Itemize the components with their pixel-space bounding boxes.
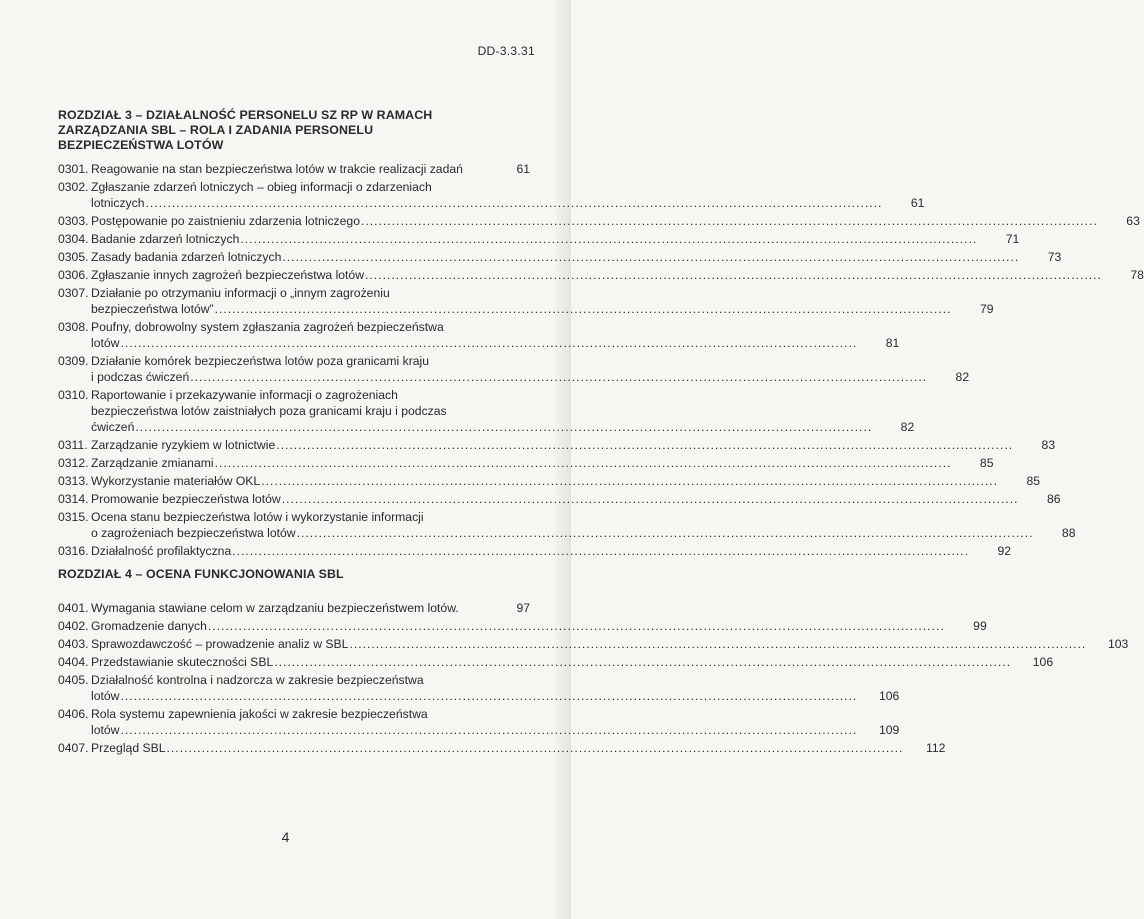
toc-entry-page: 78: [1130, 268, 1144, 282]
toc-entry-last-line: [91, 369, 927, 385]
toc-entry-body: [91, 179, 924, 211]
toc-entry-body: [91, 618, 987, 634]
toc-dot-leader: [120, 335, 857, 351]
toc-entry[interactable]: [58, 509, 1076, 541]
toc-entry[interactable]: [58, 706, 900, 738]
toc-entry-body: [91, 319, 899, 351]
toc-entry-last-line: [91, 654, 1011, 670]
table-of-contents: [58, 108, 1144, 758]
toc-entry-number: 0302.: [58, 180, 89, 194]
toc-entry[interactable]: [58, 618, 987, 634]
toc-entry-body: [91, 353, 969, 385]
toc-entry[interactable]: [58, 491, 1061, 507]
toc-entry-title: lotów: [91, 689, 120, 703]
toc-entry-last-line: [91, 267, 1102, 283]
toc-dot-leader: [232, 543, 969, 559]
toc-entry-page: 82: [955, 370, 970, 384]
toc-entry-page: 112: [925, 741, 946, 755]
toc-entry-title: Ocena stanu bezpieczeństwa lotów i wykorzystanie informacji: [91, 510, 424, 524]
toc-entry[interactable]: [58, 473, 1041, 489]
toc-entry-body: [91, 267, 1144, 283]
toc-entry[interactable]: [58, 654, 1054, 670]
toc-entry-number: 0314.: [58, 492, 89, 506]
toc-entry-title: Reagowanie na stan bezpieczeństwa lotów w trakcie realizacji zadań: [91, 162, 463, 176]
toc-entry-title: Promowanie bezpieczeństwa lotów: [91, 492, 281, 506]
toc-entry-page: 92: [997, 544, 1012, 558]
document-id: DD-3.3.31: [477, 44, 535, 58]
toc-entry-title: lotów: [91, 336, 120, 350]
toc-entry[interactable]: [58, 319, 900, 351]
toc-dot-leader: [282, 491, 1019, 507]
toc-entry-number: 0315.: [58, 510, 89, 524]
toc-entry-number: 0406.: [58, 707, 89, 721]
toc-entry-body: [91, 636, 1128, 652]
toc-entry-page: 106: [878, 689, 900, 703]
toc-entry[interactable]: [58, 161, 530, 177]
toc-entry-last-line: [91, 437, 1013, 453]
toc-entry[interactable]: [58, 672, 900, 704]
toc-dot-leader: [215, 301, 952, 317]
toc-entry-last-line: [91, 301, 952, 317]
toc-entry-number: 0316.: [58, 544, 89, 558]
toc-entry[interactable]: [58, 636, 1129, 652]
toc-entry-title: Przedstawianie skuteczności SBL: [91, 655, 274, 669]
toc-entry-title: Wykorzystanie materiałów OKL: [91, 474, 261, 488]
toc-entry-number: 0403.: [58, 637, 89, 651]
toc-entry-last-line: [91, 636, 1086, 652]
chapter-4-entries: [58, 600, 1129, 756]
toc-entry-last-line: [91, 618, 945, 634]
toc-entry[interactable]: [58, 267, 1144, 283]
toc-entry-last-line: [91, 249, 1019, 265]
toc-entry-body: [91, 231, 1019, 247]
toc-entry-last-line: [91, 455, 951, 471]
toc-entry-last-line: [91, 722, 857, 738]
toc-entry-body: [91, 706, 899, 738]
toc-entry-last-line: [91, 335, 857, 351]
toc-entry-page: 81: [885, 336, 900, 350]
toc-entry-title: ćwiczeń: [91, 420, 135, 434]
toc-entry-body: [91, 672, 899, 704]
toc-entry-last-line: [91, 213, 1098, 229]
toc-entry-title: Działalność kontrolna i nadzorcza w zakresie bezpieczeństwa: [91, 673, 424, 687]
toc-entry-page: 106: [1032, 655, 1054, 669]
toc-entry-title: Poufny, dobrowolny system zgłaszania zagrożeń bezpieczeństwa: [91, 320, 444, 334]
toc-entry-page: 97: [516, 601, 530, 615]
toc-entry-page: 82: [900, 420, 915, 434]
toc-entry-page: 99: [973, 619, 987, 633]
toc-entry-number: 0308.: [58, 320, 89, 334]
chapter-4-heading: [58, 567, 530, 582]
toc-entry-page: 63: [1126, 214, 1140, 228]
toc-entry-last-line: [91, 688, 857, 704]
toc-entry-title: bezpieczeństwa lotów”: [91, 302, 214, 316]
toc-entry[interactable]: [58, 353, 970, 385]
toc-entry-title: Zasady badania zdarzeń lotniczych: [91, 250, 282, 264]
toc-entry[interactable]: [58, 285, 994, 317]
chapter-3-entries: [58, 161, 1144, 559]
toc-entry-number: 0301.: [58, 162, 89, 176]
toc-entry[interactable]: [58, 213, 1140, 229]
toc-entry-title: lotów: [91, 723, 120, 737]
toc-entry[interactable]: [58, 179, 925, 211]
toc-entry-number: 0309.: [58, 354, 89, 368]
toc-entry[interactable]: [58, 455, 994, 471]
toc-entry-number: 0303.: [58, 214, 89, 228]
toc-entry-title: Badanie zdarzeń lotniczych: [91, 232, 240, 246]
toc-entry-title: Raportowanie i przekazywanie informacji o zagrożeniach: [91, 388, 398, 402]
toc-entry-title: Rola systemu zapewnienia jakości w zakresie bezpieczeństwa: [91, 707, 428, 721]
toc-entry-title: i podczas ćwiczeń: [91, 370, 190, 384]
toc-entry-body: [91, 740, 945, 756]
toc-entry-body: [91, 213, 1140, 229]
toc-entry-number: 0407.: [58, 741, 89, 755]
toc-dot-leader: [349, 636, 1086, 652]
chapter-3-heading-line: BEZPIECZEŃSTWA LOTÓW: [58, 138, 224, 152]
toc-entry-page: 103: [1107, 637, 1129, 651]
toc-dot-leader: [120, 722, 857, 738]
toc-dot-leader: [120, 688, 857, 704]
toc-entry[interactable]: [58, 387, 915, 435]
toc-entry-last-line: [91, 543, 969, 559]
toc-entry[interactable]: [58, 740, 946, 756]
toc-entry-number: 0404.: [58, 655, 89, 669]
toc-entry-last-line: [91, 600, 488, 616]
toc-entry-title: Sprawozdawczość – prowadzenie analiz w SBL: [91, 637, 349, 651]
toc-dot-leader: [208, 618, 945, 634]
toc-entry-page: 83: [1041, 438, 1056, 452]
toc-entry-body: [91, 473, 1040, 489]
toc-entry-last-line: [91, 473, 998, 489]
toc-entry-last-line: [91, 419, 872, 435]
toc-entry[interactable]: [58, 543, 1012, 559]
toc-entry[interactable]: [58, 437, 1056, 453]
toc-entry-page: 61: [910, 196, 925, 210]
toc-entry[interactable]: [58, 249, 1062, 265]
toc-dot-leader: [361, 213, 1098, 229]
toc-entry-number: 0307.: [58, 286, 89, 300]
toc-entry-page: 85: [979, 456, 994, 470]
toc-dot-leader: [190, 369, 927, 385]
toc-entry-number: 0312.: [58, 456, 89, 470]
toc-entry-number: 0311.: [58, 438, 88, 452]
toc-entry-number: 0405.: [58, 673, 89, 687]
toc-dot-leader: [276, 437, 1013, 453]
toc-entry-body: [91, 491, 1061, 507]
toc-dot-leader: [146, 195, 883, 211]
toc-entry-title: Gromadzenie danych: [91, 619, 207, 633]
toc-entry-title: Zarządzanie ryzykiem w lotnictwie: [91, 438, 276, 452]
toc-entry-page: 88: [1061, 526, 1076, 540]
toc-dot-leader: [282, 249, 1019, 265]
chapter-3-heading-line: ROZDZIAŁ 3 – DZIAŁALNOŚĆ PERSONELU SZ RP W RAMACH: [58, 108, 433, 122]
toc-entry-title: Działanie komórek bezpieczeństwa lotów poza granicami kraju: [91, 354, 430, 368]
toc-entry-number: 0402.: [58, 619, 89, 633]
toc-entry-body: [91, 387, 914, 435]
toc-entry-number: 0304.: [58, 232, 89, 246]
toc-entry-last-line: [91, 231, 977, 247]
page-number: 4: [281, 829, 290, 845]
toc-entry-body: [91, 654, 1053, 670]
toc-dot-leader: [215, 455, 952, 471]
toc-dot-leader: [297, 525, 1034, 541]
chapter-3-heading-line: ZARZĄDZANIA SBL – ROLA I ZADANIA PERSONELU: [58, 123, 374, 137]
toc-entry-page: 61: [516, 162, 530, 176]
chapter-4-heading-line: ROZDZIAŁ 4 – OCENA FUNKCJONOWANIA SBL: [58, 567, 344, 581]
toc-entry[interactable]: [58, 231, 1020, 247]
toc-entry-last-line: [91, 740, 903, 756]
toc-entry-body: [91, 249, 1061, 265]
toc-entry-number: 0306.: [58, 268, 89, 282]
toc-entry-last-line: [91, 491, 1019, 507]
toc-entry-body: [91, 455, 993, 471]
toc-entry-number: 0313.: [58, 474, 89, 488]
toc-entry-title: Postępowanie po zaistnieniu zdarzenia lotniczego: [91, 214, 360, 228]
toc-entry-last-line: [91, 195, 882, 211]
toc-entry-page: 85: [1026, 474, 1041, 488]
toc-entry-last-line: [91, 161, 488, 177]
toc-entry-page: 86: [1047, 492, 1061, 506]
toc-entry-body: [91, 437, 1055, 453]
toc-entry-last-line: [91, 525, 1033, 541]
toc-entry-title: bezpieczeństwa lotów zaistniałych poza granicami kraju i podczas: [91, 404, 447, 418]
chapter-3-heading: [58, 108, 530, 153]
toc-entry-body: [91, 161, 530, 177]
toc-entry-body: [91, 600, 530, 616]
toc-entry-title: Zgłaszanie zdarzeń lotniczych – obieg informacji o zdarzeniach: [91, 180, 432, 194]
toc-dot-leader: [261, 473, 998, 489]
toc-entry-number: 0401.: [58, 601, 89, 615]
toc-entry-title: o zagrożeniach bezpieczeństwa lotów: [91, 526, 296, 540]
toc-entry-title: Działanie po otrzymaniu informacji o „innym zagrożeniu: [91, 286, 390, 300]
toc-entry-title: Zgłaszanie innych zagrożeń bezpieczeństwa lotów: [91, 268, 365, 282]
toc-entry-body: [91, 509, 1075, 541]
toc-dot-leader: [365, 267, 1102, 283]
toc-entry-page: 71: [1005, 232, 1020, 246]
toc-entry-title: Działalność profilaktyczna: [91, 544, 232, 558]
toc-entry-body: [91, 543, 1011, 559]
toc-dot-leader: [135, 419, 872, 435]
toc-entry[interactable]: [58, 600, 530, 616]
toc-entry-number: 0310.: [58, 388, 89, 402]
toc-entry-page: 79: [979, 302, 994, 316]
toc-entry-title: Zarządzanie zmianami: [91, 456, 214, 470]
toc-entry-title: lotniczych: [91, 196, 145, 210]
toc-entry-number: 0305.: [58, 250, 89, 264]
toc-entry-title: Wymagania stawiane celom w zarządzaniu bezpieczeństwem lotów.: [91, 601, 459, 615]
toc-entry-page: 73: [1047, 250, 1062, 264]
toc-dot-leader: [274, 654, 1011, 670]
toc-entry-body: [91, 285, 994, 317]
toc-entry-title: Przegląd SBL: [91, 741, 166, 755]
toc-dot-leader: [240, 231, 977, 247]
toc-entry-page: 109: [878, 723, 900, 737]
toc-dot-leader: [167, 740, 904, 756]
